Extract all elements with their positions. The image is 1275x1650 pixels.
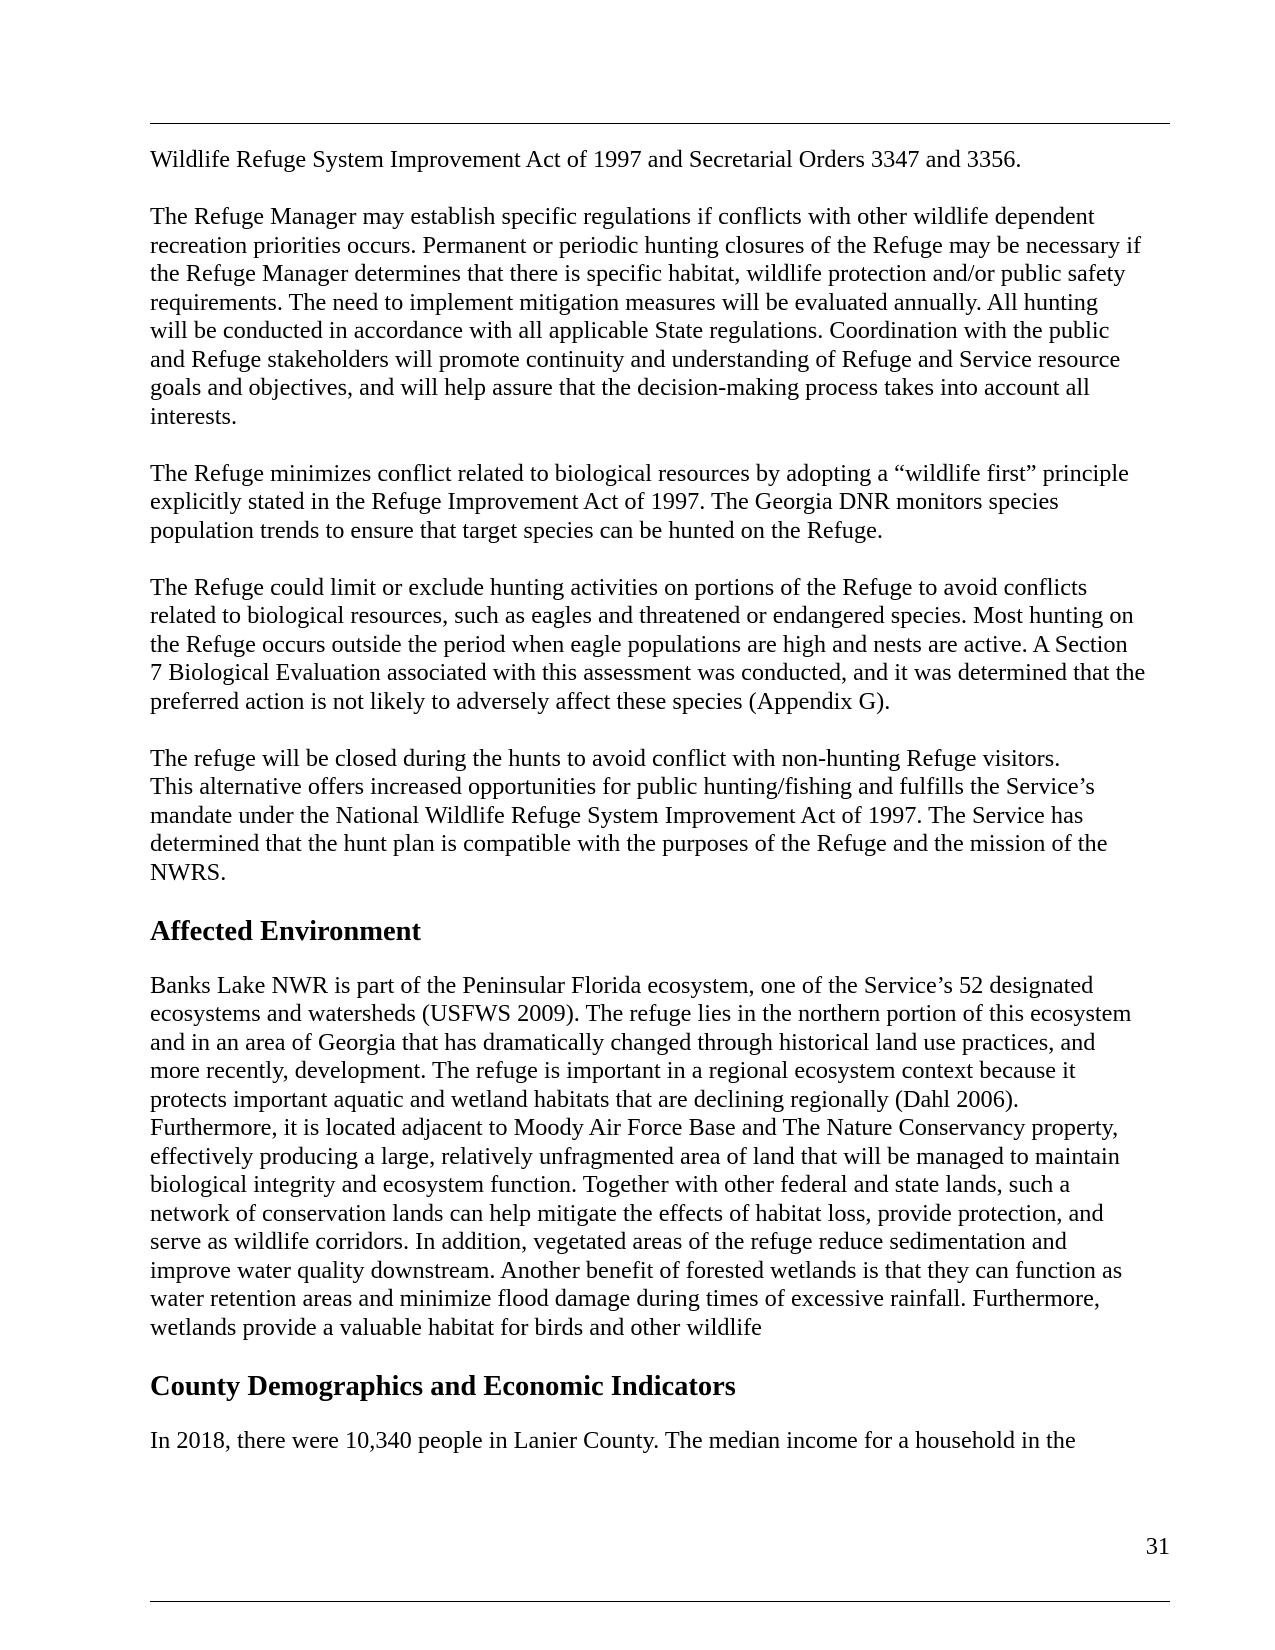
text-line: The Refuge could limit or exclude hunting activities on portions of the Refuge to avoid conflicts [150, 573, 1088, 601]
text-line: mandate under the National Wildlife Refuge System Improvement Act of 1997. The Service has [150, 801, 1084, 829]
text-line: The Refuge Manager may establish specific regulations if conflicts with other wildlife dependent [150, 203, 1095, 230]
text-line: water retention areas and minimize flood damage during times of excessive rainfall. Furthermore, [150, 1285, 1100, 1312]
text-line: recreation priorities occurs. Permanent or periodic hunting closures of the Refuge may be necessary if [150, 231, 1142, 259]
text-line: the Refuge Manager determines that there is specific habitat, wildlife protection and/or public safety [150, 260, 1126, 287]
text-line: protects important aquatic and wetland habitats that are declining regionally (Dahl 2006). [150, 1085, 1020, 1113]
text-line: population trends to ensure that target species can be hunted on the Refuge. [150, 516, 883, 544]
document-body [150, 146, 1170, 1484]
text-line: and in an area of Georgia that has dramatically changed through historical land use practices, and [150, 1028, 1096, 1056]
text-line: 7 Biological Evaluation associated with this assessment was conducted, and it was determined that the [150, 659, 1146, 686]
text-line: determined that the hunt plan is compatible with the purposes of the Refuge and the mission of the [150, 830, 1108, 857]
text-line: goals and objectives, and will help assure that the decision-making process takes into account all [150, 374, 1090, 401]
text-line: ecosystems and watersheds (USFWS 2009). The refuge lies in the northern portion of this ecosystem [150, 1000, 1132, 1027]
text-line: improve water quality downstream. Another benefit of forested wetlands is that they can function as [150, 1256, 1123, 1284]
section-heading-affected-environment: Affected Environment [150, 915, 421, 947]
paragraph-3 [150, 460, 1170, 546]
text-line: The refuge will be closed during the hunts to avoid conflict with non-hunting Refuge visitors. [150, 744, 1061, 772]
text-line: more recently, development. The refuge is important in a regional ecosystem context because it [150, 1057, 1076, 1084]
paragraph-4 [150, 574, 1170, 717]
page-number: 31 [1145, 1533, 1170, 1560]
text-line: requirements. The need to implement mitigation measures will be evaluated annually. All hunting [150, 288, 1099, 316]
text-line: NWRS. [150, 858, 227, 886]
section-heading-county-demographics: County Demographics and Economic Indicators [150, 1370, 736, 1402]
text-line: biological integrity and ecosystem function. Together with other federal and state lands, such a [150, 1171, 1071, 1198]
header-rule [150, 123, 1170, 124]
footer-rule [150, 1601, 1170, 1602]
text-line: preferred action is not likely to adversely affect these species (Appendix G). [150, 687, 891, 715]
paragraph-5 [150, 745, 1170, 888]
text-line: wetlands provide a valuable habitat for birds and other wildlife [150, 1313, 762, 1341]
text-line: This alternative offers increased opportunities for public hunting/fishing and fulfills the Service’s [150, 773, 1095, 800]
paragraph-county-demographics [150, 1427, 1170, 1456]
text-line: interests. [150, 402, 238, 430]
text-line: In 2018, there were 10,340 people in Lanier County. The median income for a household in the [150, 1426, 1076, 1454]
paragraph-affected-environment [150, 972, 1170, 1343]
text-line: Wildlife Refuge System Improvement Act of 1997 and Secretarial Orders 3347 and 3356. [150, 146, 1022, 173]
text-line: network of conservation lands can help mitigate the effects of habitat loss, provide protection, and [150, 1199, 1104, 1227]
text-line: Furthermore, it is located adjacent to Moody Air Force Base and The Nature Conservancy property, [150, 1114, 1119, 1141]
text-line: serve as wildlife corridors. In addition, vegetated areas of the refuge reduce sedimentation and [150, 1228, 1067, 1255]
text-line: explicitly stated in the Refuge Improvement Act of 1997. The Georgia DNR monitors species [150, 488, 1059, 515]
text-line: and Refuge stakeholders will promote continuity and understanding of Refuge and Service resource [150, 345, 1121, 373]
paragraph-2 [150, 203, 1170, 431]
text-line: The Refuge minimizes conflict related to biological resources by adopting a “wildlife first” principle [150, 459, 1129, 487]
text-line: will be conducted in accordance with all applicable State regulations. Coordination with the public [150, 317, 1110, 344]
text-line: Banks Lake NWR is part of the Peninsular Florida ecosystem, one of the Service’s 52 designated [150, 971, 1094, 999]
paragraph-1 [150, 146, 1170, 175]
text-line: related to biological resources, such as eagles and threatened or endangered species. Most hunting on [150, 602, 1134, 629]
text-line: effectively producing a large, relatively unfragmented area of land that will be managed to maintain [150, 1142, 1120, 1170]
text-line: the Refuge occurs outside the period when eagle populations are high and nests are active. A Section [150, 630, 1128, 658]
